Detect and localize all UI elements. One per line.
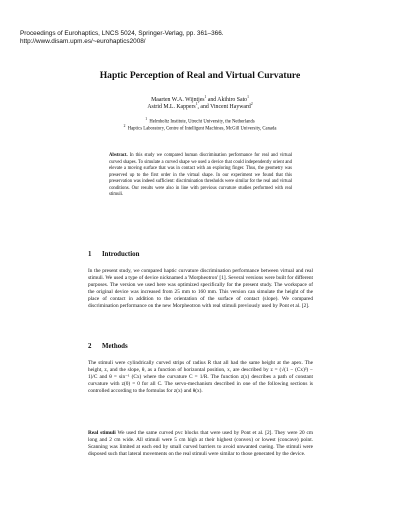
header-url: http://www.disam.upm.es/~eurohaptics2008/: [20, 38, 146, 45]
author-name: Maarten W.A. Wijntjes: [151, 97, 205, 103]
abstract-text: In this study we compared human discrimination performance for real and virtual curved shapes. To simulate a curved shape we used a device that could independently orient and elevate a moving surface that was in contact with an exploring finger. Thus, the geometry was preserved up to the first order in the virtual shape. In our experiment we found that this preservation was indeed sufficient: discrimination thresholds were similar for the real and virtual conditions. Our results were also in line with previous curvature studies performed with real stimuli.: [109, 153, 293, 198]
author-separator: , and: [197, 104, 211, 111]
affiliations: [0, 119, 400, 133]
author-affil-mark: 1: [247, 95, 249, 100]
methods-paragraph: The stimuli were cylindrically curved strips of radius R that all had the same height at the apex. The height, z, and the slope, θ, as a function of horizontal position, x, are described by z = (√(1 − (Cx)²) − 1)/C and θ = sin⁻¹ (Cx) where the curvature C = 1/R. The function z(x) describes a path of constant curvature with z(0) = 0 for all C. The servo-mechanism described in one of the following sections is controlled according to the formulas for z(x) and θ(x).: [88, 360, 313, 395]
paper-title: Haptic Perception of Real and Virtual Curvature: [99, 70, 301, 81]
author-affil-mark: 2: [250, 102, 253, 107]
author-name: Astrid M.L. Kappers: [147, 104, 196, 111]
real-stimuli-paragraph: [88, 430, 313, 458]
header-citation: Proceedings of Eurohaptics, LNCS 5024, Springer-Verlag, pp. 361–366.: [20, 30, 224, 37]
section-heading-methods: [88, 343, 128, 351]
author-name: Vincent Hayward: [210, 104, 251, 111]
author-separator: and: [206, 97, 218, 103]
author-list: [0, 97, 400, 112]
section-number: 1: [88, 251, 92, 258]
author-line-2: [0, 104, 400, 111]
section-number: 2: [88, 343, 92, 350]
author-name: Akihiro Sato: [217, 97, 248, 103]
affiliation-number: 2: [123, 124, 126, 129]
affiliation-text: Haptics Laboratory, Centre of Intelligent Machines, McGill University, Canada: [127, 126, 277, 132]
abstract-label: Abstract.: [109, 153, 128, 158]
affiliation-2: [0, 126, 400, 133]
section-title: Introduction: [102, 251, 140, 258]
paragraph-heading: Real stimuli: [88, 430, 116, 436]
author-affil-mark: 1: [195, 102, 198, 107]
affiliation-text: Helmholtz Institute, Utrecht University, the Netherlands: [149, 119, 255, 125]
running-header: [20, 30, 224, 46]
affiliation-number: 1: [145, 117, 148, 121]
author-affil-mark: 1: [204, 95, 207, 100]
introduction-paragraph: In the present study, we compared haptic curvature discrimination performance between virtual and real stimuli. We used a type of device nicknamed a 'Morpheotron' [1]. Several versions were built for different purposes. The version we used here was optimized specifically for the present study. The workspace of the original device was increased from 25 mm to 160 mm. This version can simulate the height of the place of contact in addition to the orientation of the surface of contact (slope). We compared discrimination performance on the new Morpheotron with real stimuli previously used by Pont et al. [2].: [88, 268, 313, 310]
paragraph-text: We used the same curved pvc blocks that were used by Pont et al. [2]. They were 20 cm long and 2 cm wide. All stimuli were 5 cm high at their highest (convex) or lowest (concave) point. Scanning was limited at each end by small curved barriers to avoid unwanted cueing. The stimuli were disposed such that lateral movements on the real stimuli were similar to those generated by the device.: [88, 430, 313, 458]
section-heading-introduction: [88, 251, 139, 259]
section-title: Methods: [102, 343, 128, 350]
abstract: [109, 153, 292, 199]
